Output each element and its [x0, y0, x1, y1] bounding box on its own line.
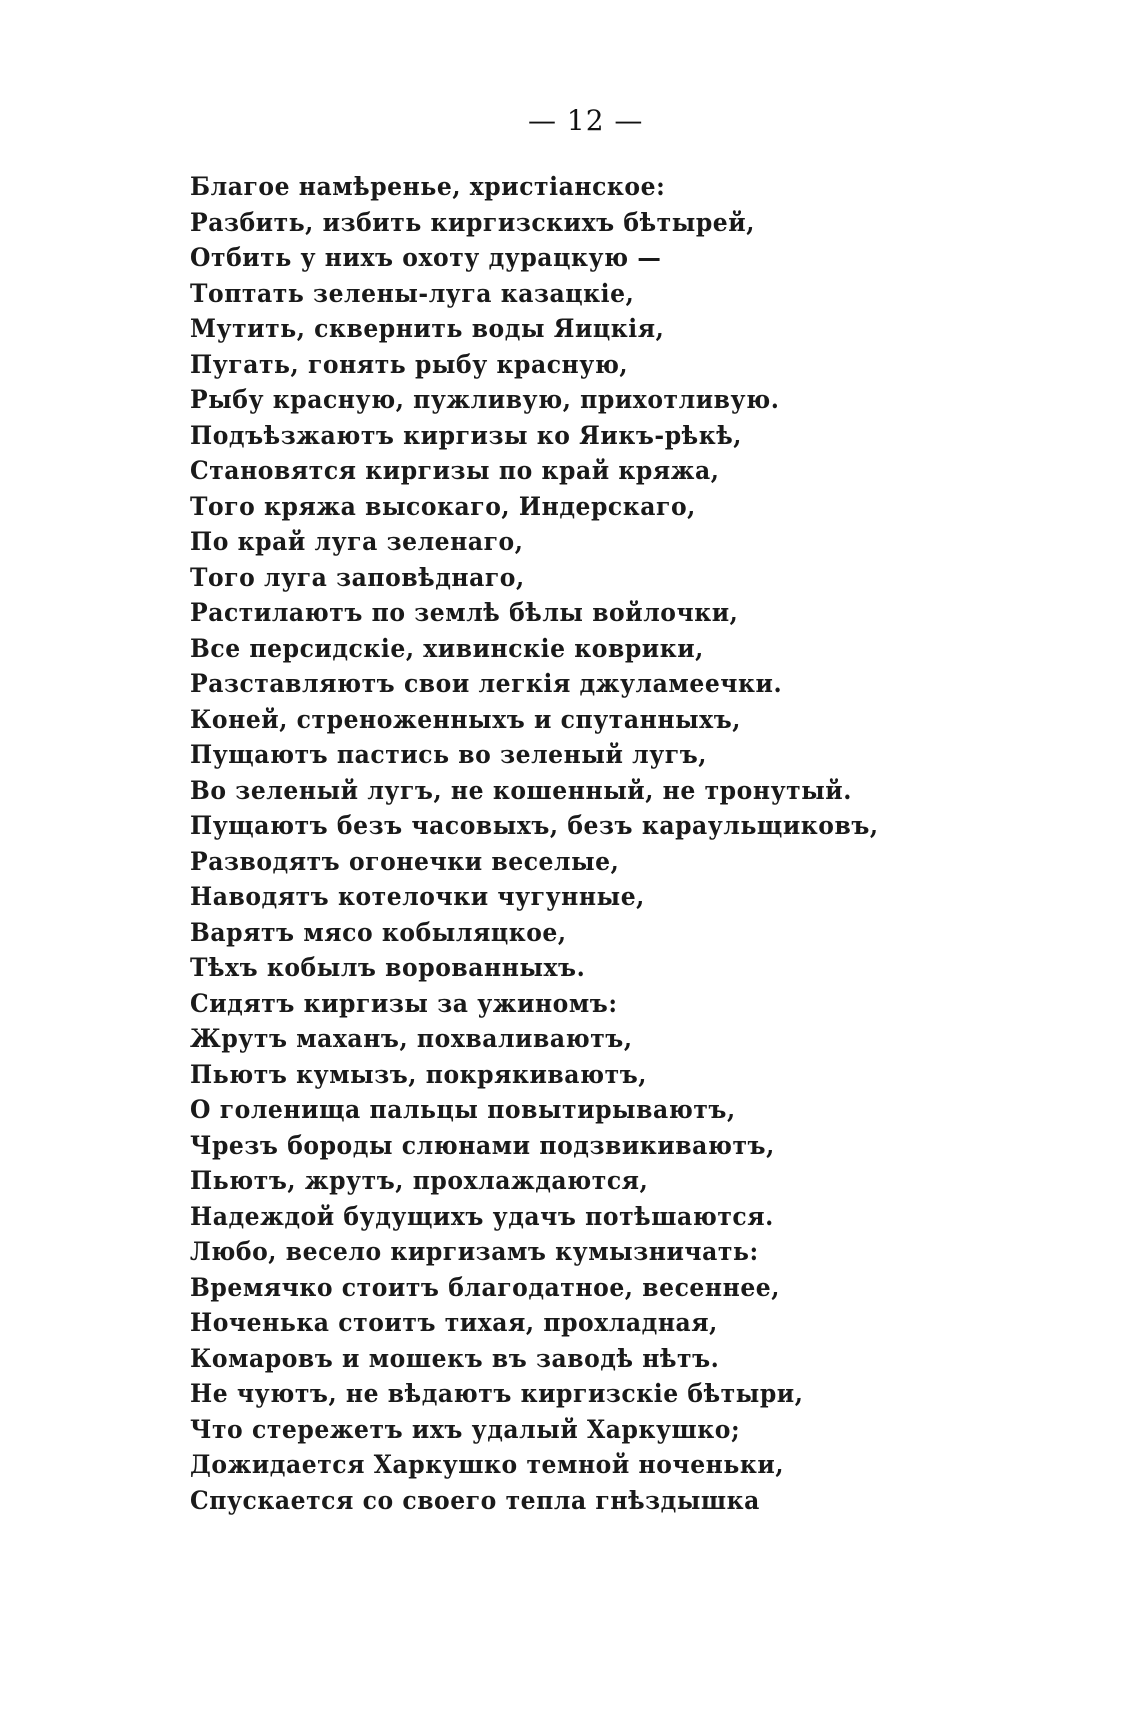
verse-line: Разводятъ огонечки веселые, [190, 846, 620, 877]
verse-line: Времячко стоитъ благодатное, весеннее, [190, 1272, 781, 1303]
verse-line: Во зеленый лугъ, не кошенный, не тронутый. [190, 775, 852, 806]
verse-line: Жрутъ маханъ, похваливаютъ, [190, 1024, 633, 1054]
verse-line: Пущаютъ безъ часовыхъ, безъ караульщиковъ, [190, 811, 879, 841]
verse-line: Рыбу красную, пужливую, прихотливую. [190, 385, 780, 415]
verse-line: Тѣхъ кобылъ ворованныхъ. [190, 953, 586, 983]
verse-line: О голенища пальцы повытирываютъ, [190, 1095, 736, 1125]
verse-line: Пугать, гонять рыбу красную, [190, 349, 629, 380]
verse-line: Что стережетъ ихъ удалый Харкушко; [190, 1414, 741, 1445]
verse-line: Отбить у нихъ охоту дурацкую — [190, 243, 662, 273]
verse-line: Наводятъ котелочки чугунные, [190, 882, 645, 912]
verse-line: Ноченька стоитъ тихая, прохладная, [190, 1308, 718, 1338]
verse-line: Растилаютъ по землѣ бѣлы войлочки, [190, 598, 739, 628]
verse-line: Пьютъ кумызъ, покрякиваютъ, [190, 1059, 647, 1090]
verse-line: Не чуютъ, не вѣдаютъ киргизскіе бѣтыри, [190, 1379, 804, 1409]
verse-line: Благое намѣренье, христіанское: [190, 172, 666, 202]
verse-line: Того кряжа высокаго, Индерскаго, [190, 491, 696, 522]
verse-line: Надеждой будущихъ удачъ потѣшаются. [190, 1201, 774, 1232]
verse-line: Любо, весело киргизамъ кумызничать: [190, 1237, 759, 1267]
verse-line: Спускается со своего тепла гнѣздышка [190, 1485, 760, 1516]
verse-line: Сидятъ киргизы за ужиномъ: [190, 988, 618, 1019]
verse-line: Варятъ мясо кобыляцкое, [190, 917, 567, 948]
verse-line: По край луга зеленаго, [190, 527, 524, 557]
verse-line: Все персидскіе, хивинскіе коврики, [190, 633, 704, 664]
verse-line: Коней, стреноженныхъ и спутанныхъ, [190, 704, 741, 735]
verse-line: Разставляютъ свои легкія джуламеечки. [190, 669, 783, 699]
verse-line: Пущаютъ пастись во зеленый лугъ, [190, 740, 707, 770]
verse-line: Комаровъ и мошекъ въ заводѣ нѣтъ. [190, 1343, 720, 1374]
verse-line: Пьютъ, жрутъ, прохлаждаются, [190, 1166, 649, 1196]
verse-line: Разбить, избить киргизскихъ бѣтырей, [190, 207, 755, 238]
verse-line: Чрезъ бороды слюнами подзвикиваютъ, [190, 1130, 775, 1161]
verse-line: Дожидается Харкушко темной ноченьки, [190, 1450, 785, 1480]
verse-line: Подъѣзжаютъ киргизы ко Яикъ-рѣкѣ, [190, 420, 742, 451]
verse-line: Мутить, сквернить воды Яицкія, [190, 314, 665, 344]
verse-line: Становятся киргизы по край кряжа, [190, 456, 720, 486]
verse-line: Топтать зелены-луга казацкіе, [190, 278, 635, 309]
verse-line: Того луга заповѣднаго, [190, 562, 525, 593]
page-number: — 12 — [528, 104, 644, 137]
poem-text [190, 170, 879, 1519]
